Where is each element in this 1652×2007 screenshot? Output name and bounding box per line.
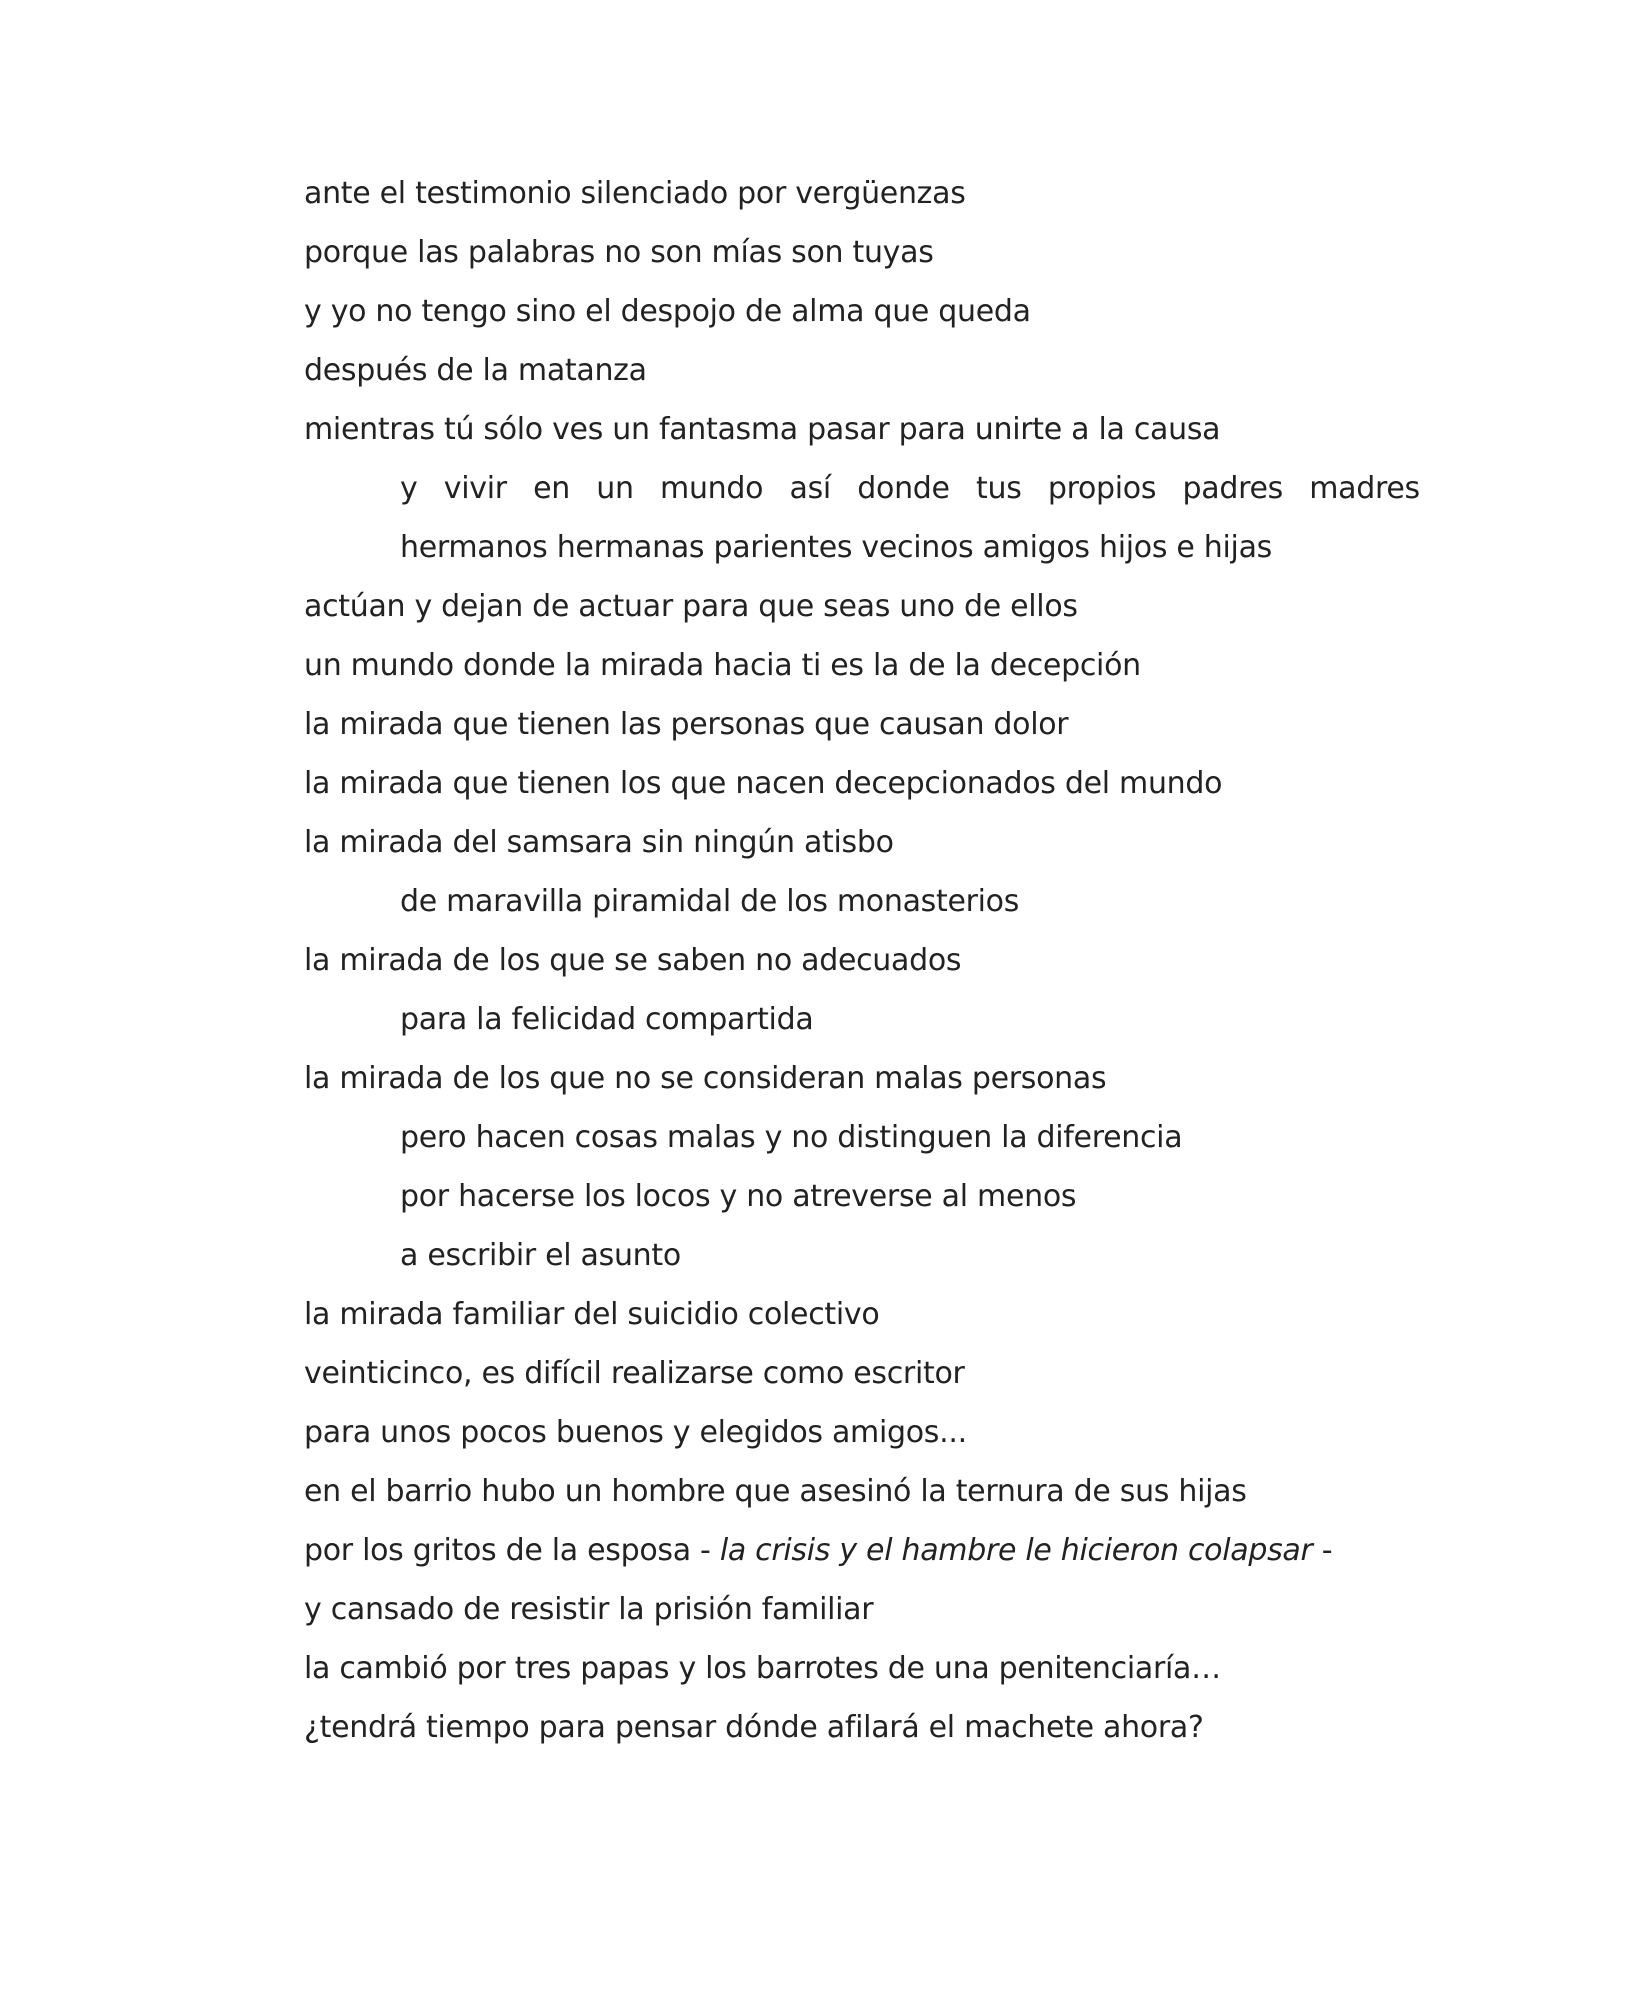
poem-line: en el barrio hubo un hombre que asesinó la ternura de sus hijas [304, 1474, 1247, 1509]
poem-word: en [533, 471, 570, 506]
poem-line-justified [304, 463, 1420, 522]
poem-line: veinticinco, es difícil realizarse como escritor [304, 1356, 965, 1391]
poem-line: porque las palabras no son mías son tuyas [304, 235, 934, 270]
poem-line: para unos pocos buenos y elegidos amigos... [304, 1415, 967, 1450]
poem-line: de maravilla piramidal de los monasterios [400, 884, 1020, 919]
poem-body [304, 168, 1420, 1761]
poem-line: la mirada familiar del suicidio colectivo [304, 1297, 880, 1332]
poem-line: la mirada que tienen las personas que causan dolor [304, 707, 1069, 742]
poem-line: ¿tendrá tiempo para pensar dónde afilará el machete ahora? [304, 1710, 1204, 1745]
poem-word: donde [857, 471, 950, 506]
poem-line: pero hacen cosas malas y no distinguen la diferencia [400, 1120, 1183, 1155]
poem-word: así [789, 471, 831, 506]
poem-line: actúan y dejan de actuar para que seas uno de ellos [304, 589, 1078, 624]
poem-line: la cambió por tres papas y los barrotes de una penitenciaría… [304, 1651, 1221, 1686]
poem-line: después de la matanza [304, 353, 647, 388]
poem-word: madres [1309, 471, 1420, 506]
poem-line: ante el testimonio silenciado por vergüenzas [304, 176, 966, 211]
poem-line: la mirada del samsara sin ningún atisbo [304, 825, 894, 860]
poem-line: por hacerse los locos y no atreverse al menos [400, 1179, 1077, 1214]
poem-line: y yo no tengo sino el despojo de alma que queda [304, 294, 1031, 329]
poem-word: un [596, 471, 634, 506]
poem-line: para la felicidad compartida [400, 1002, 814, 1037]
poem-line-start: por los gritos de la esposa - [304, 1533, 720, 1568]
poem-word: mundo [660, 471, 764, 506]
poem-line: un mundo donde la mirada hacia ti es la de la decepción [304, 648, 1141, 683]
poem-word: y [400, 471, 418, 506]
poem-line: a escribir el asunto [400, 1238, 681, 1273]
poem-line: mientras tú sólo ves un fantasma pasar para unirte a la causa [304, 412, 1221, 447]
poem-line: la mirada de los que no se consideran malas personas [304, 1061, 1107, 1096]
poem-line-end: - [1312, 1533, 1333, 1568]
poem-line: y cansado de resistir la prisión familiar [304, 1592, 874, 1627]
poem-line: la mirada que tienen los que nacen decepcionados del mundo [304, 766, 1223, 801]
poem-word: tus [976, 471, 1022, 506]
poem-line-mixed [304, 1525, 1420, 1584]
poem-line: la mirada de los que se saben no adecuados [304, 943, 962, 978]
poem-line-italic: la crisis y el hambre le hicieron colapsar [719, 1533, 1313, 1568]
poem-word: propios [1047, 471, 1157, 506]
poem-word: padres [1182, 471, 1283, 506]
poem-line: hermanos hermanas parientes vecinos amigos hijos e hijas [400, 530, 1272, 565]
poem-word: vivir [443, 471, 507, 506]
